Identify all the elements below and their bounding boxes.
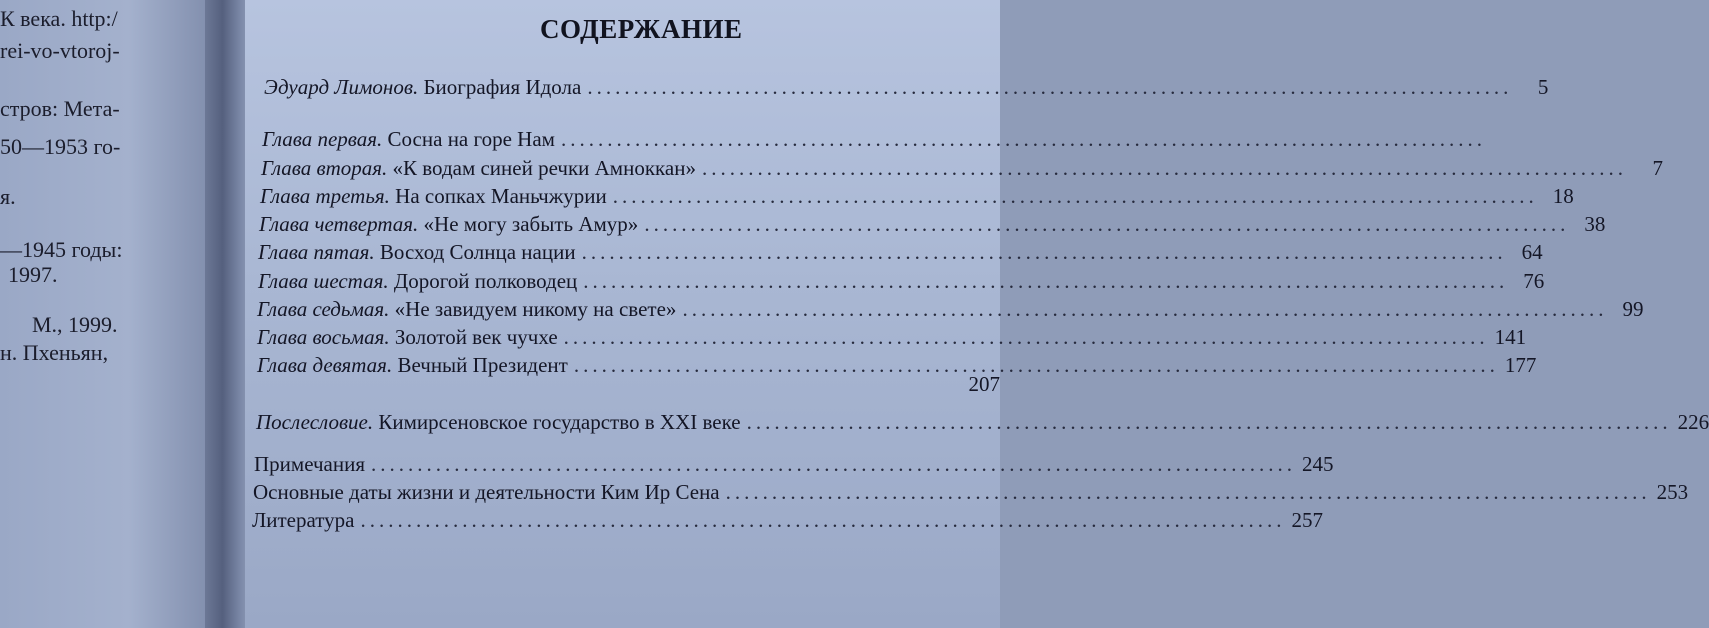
toc-entry xyxy=(257,297,1644,322)
toc-entry-page: 99 xyxy=(1622,297,1644,321)
toc-leader-dots: .................................................................................................... xyxy=(682,297,1608,321)
toc-entry xyxy=(262,127,1486,152)
left-page-line: М., 1999. xyxy=(32,312,118,337)
toc-entry-title: Вечный Президент xyxy=(397,353,568,377)
left-page xyxy=(0,0,215,628)
toc-leader-dots: .................................................................................................... xyxy=(581,240,1507,264)
toc-entry-page: 177 xyxy=(1504,353,1537,377)
toc-leader-dots: .................................................................................................... xyxy=(701,156,1627,180)
toc-entry-title: Основные даты жизни и деятельности Ким Ир Сена xyxy=(253,480,720,504)
toc-leader-dots: .................................................................................................... xyxy=(644,212,1570,236)
toc-entry-prefix: Глава пятая. xyxy=(258,240,375,264)
toc-entry-page: 207 xyxy=(968,372,1000,396)
toc-entry xyxy=(257,372,1000,397)
toc-entry-prefix: Эдуард Лимонов. xyxy=(264,75,419,99)
toc-leader-dots: .................................................................................................... xyxy=(612,184,1538,208)
toc-entry-title: «Не завидуем никому на свете» xyxy=(394,297,677,321)
toc-entry xyxy=(258,240,1543,265)
left-page-line: 50—1953 го- xyxy=(0,134,121,159)
toc-leader-dots: .................................................................................................... xyxy=(583,269,1509,293)
toc-entry xyxy=(254,452,1334,477)
toc-entry-title: Сосна на горе Нам xyxy=(387,127,555,151)
toc-leader-dots: .................................................................................................... xyxy=(371,452,1297,476)
toc-entry-prefix: Глава седьмая. xyxy=(257,297,390,321)
toc-entry-title: Дорогой полководец xyxy=(393,269,578,293)
toc-entry xyxy=(259,212,1606,237)
toc-entry-title: Кимирсеновское государство в XXI веке xyxy=(378,410,741,434)
toc-entry-page: 7 xyxy=(1652,156,1663,180)
left-page-line: 1997. xyxy=(8,262,58,287)
toc-entry-prefix: Глава шестая. xyxy=(258,269,389,293)
toc-entry-title: Литература xyxy=(252,508,355,532)
toc-entry-page: 18 xyxy=(1552,184,1574,208)
toc-entry-page: 38 xyxy=(1584,212,1606,236)
toc-entry-title: Золотой век чучхе xyxy=(394,325,558,349)
left-page-line: —1945 годы: xyxy=(0,237,123,262)
toc-entry-title: Биография Идола xyxy=(423,75,582,99)
left-page-line: я. xyxy=(0,184,16,209)
toc-entry xyxy=(257,325,1527,350)
left-page-line: rei-vo-vtoroj- xyxy=(0,38,120,63)
toc-entry xyxy=(256,410,1709,435)
left-page-line: стров: Мета- xyxy=(0,96,120,121)
toc-entry-title: Восход Солнца нации xyxy=(379,240,576,264)
toc-entry-prefix: Глава девятая. xyxy=(257,353,393,377)
toc-heading: СОДЕРЖАНИЕ xyxy=(540,14,743,44)
toc-entry-title: На сопках Маньчжурии xyxy=(395,184,607,208)
toc-leader-dots: .................................................................................................... xyxy=(725,480,1651,504)
toc-entry-prefix: Глава восьмая. xyxy=(257,325,390,349)
toc-entry-page: 141 xyxy=(1494,325,1527,349)
toc-leader-dots: .................................................................................................... xyxy=(573,353,1499,377)
left-page-line: н. Пхеньян, xyxy=(0,340,109,365)
toc-entry-page: 5 xyxy=(1537,75,1549,99)
toc-entry xyxy=(260,184,1574,209)
toc-entry-page: 253 xyxy=(1656,480,1689,504)
toc-entry-page: 245 xyxy=(1302,452,1334,476)
toc-entry-title: Примечания xyxy=(254,452,366,476)
toc-entry-title: «Не могу забыть Амур» xyxy=(423,212,639,236)
toc-entry xyxy=(264,75,1549,100)
toc-entry-prefix: Глава вторая. xyxy=(261,156,388,180)
toc-entry-prefix: Глава первая. xyxy=(262,127,383,151)
toc-entry-page: 64 xyxy=(1521,240,1543,264)
toc-entry-title: «К водам синей речки Амноккан» xyxy=(392,156,696,180)
toc-entry-page: 76 xyxy=(1523,269,1545,293)
toc-leader-dots: .................................................................................................... xyxy=(563,325,1489,349)
toc-entry-prefix: Глава четвертая. xyxy=(259,212,419,236)
toc-entry-page: 257 xyxy=(1291,508,1323,532)
toc-entry xyxy=(261,156,1663,181)
toc-leader-dots: .................................................................................................... xyxy=(587,75,1513,99)
toc-entry xyxy=(253,480,1689,505)
toc-leader-dots: .................................................................................................... xyxy=(746,410,1672,434)
toc-leader-dots: .................................................................................................... xyxy=(560,127,1486,151)
toc-entry-prefix: Глава третья. xyxy=(260,184,390,208)
toc-entry-prefix: Послесловие. xyxy=(256,410,374,434)
toc-entry xyxy=(252,508,1323,533)
toc-entry-page: 226 xyxy=(1677,410,1709,434)
toc-entry xyxy=(258,269,1545,294)
toc-leader-dots: .................................................................................................... xyxy=(360,508,1286,532)
left-page-line: К века. http:/ xyxy=(0,6,118,31)
